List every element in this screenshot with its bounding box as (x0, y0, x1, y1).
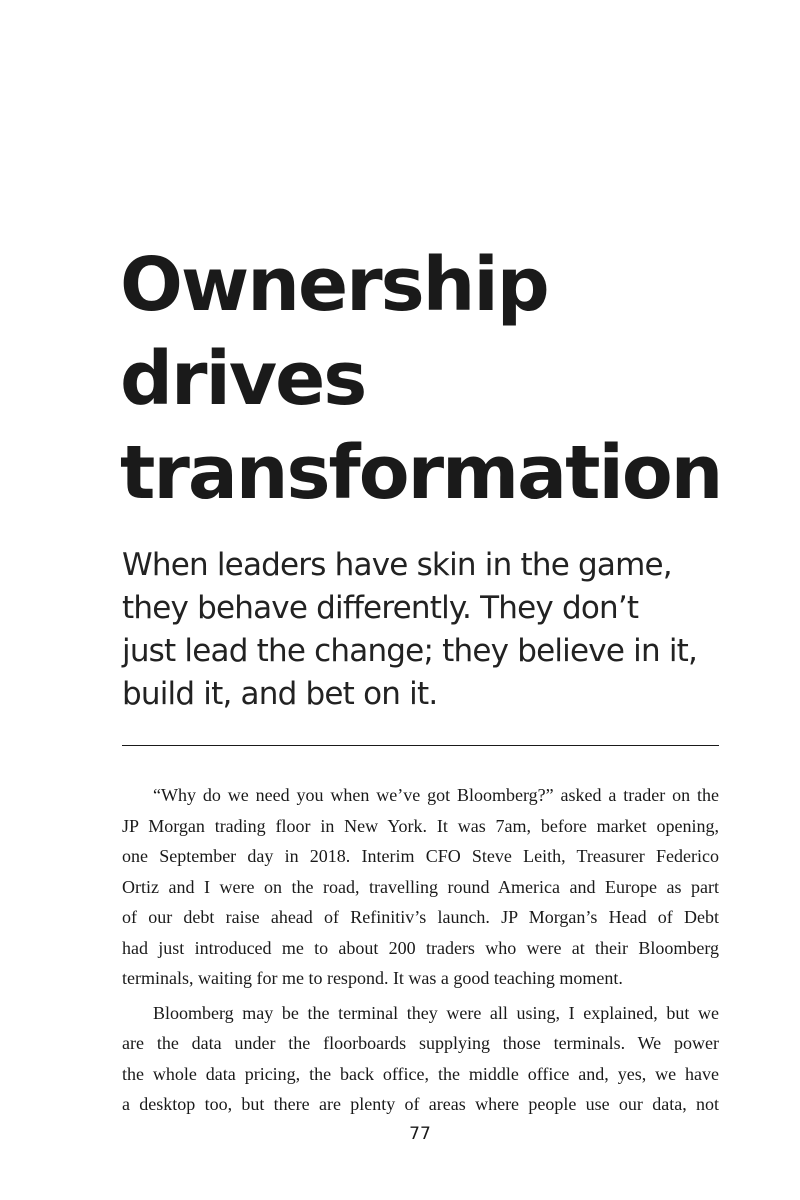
text-line: Ortiz and I were on the road, travelling round America and Europe as part (122, 876, 719, 897)
text-line: a desktop too, but there are plenty of areas where people use our data, not (122, 1094, 719, 1114)
text-line: are the data under the floorboards supplying those terminals. We power (122, 1033, 719, 1053)
page-number: 77 (409, 1124, 431, 1144)
text-line: JP Morgan trading floor in New York. It was 7am, before market opening, (122, 815, 719, 836)
chapter-subtitle-line: just lead the change; they believe in it, (122, 633, 698, 669)
section-divider (122, 745, 719, 746)
chapter-subtitle-line: they behave differently. They don’t (122, 590, 639, 626)
text-line: the whole data pricing, the back office, the middle office and, yes, we have (122, 1063, 719, 1084)
text-line: of our debt raise ahead of Refinitiv’s launch. JP Morgan’s Head of Debt (122, 907, 719, 927)
chapter-subtitle (122, 544, 742, 716)
chapter-title-line: transformation (120, 430, 722, 516)
text-line: terminals, waiting for me to respond. It was a good teaching moment. (122, 968, 623, 988)
text-line: Bloomberg may be the terminal they were all using, I explained, but we (153, 1002, 719, 1023)
paragraph (122, 780, 719, 994)
body-text (122, 780, 719, 1124)
chapter-title-line: drives (120, 336, 366, 422)
chapter-subtitle-line: build it, and bet on it. (122, 676, 438, 712)
chapter-subtitle-line: When leaders have skin in the game, (122, 547, 672, 583)
chapter-title (120, 238, 740, 520)
paragraph (122, 998, 719, 1120)
chapter-title-line: Ownership (120, 242, 548, 328)
text-line: “Why do we need you when we’ve got Bloomberg?” asked a trader on the (153, 785, 719, 805)
text-line: one September day in 2018. Interim CFO Steve Leith, Treasurer Federico (122, 846, 719, 866)
text-line: had just introduced me to about 200 traders who were at their Bloomberg (122, 937, 719, 958)
